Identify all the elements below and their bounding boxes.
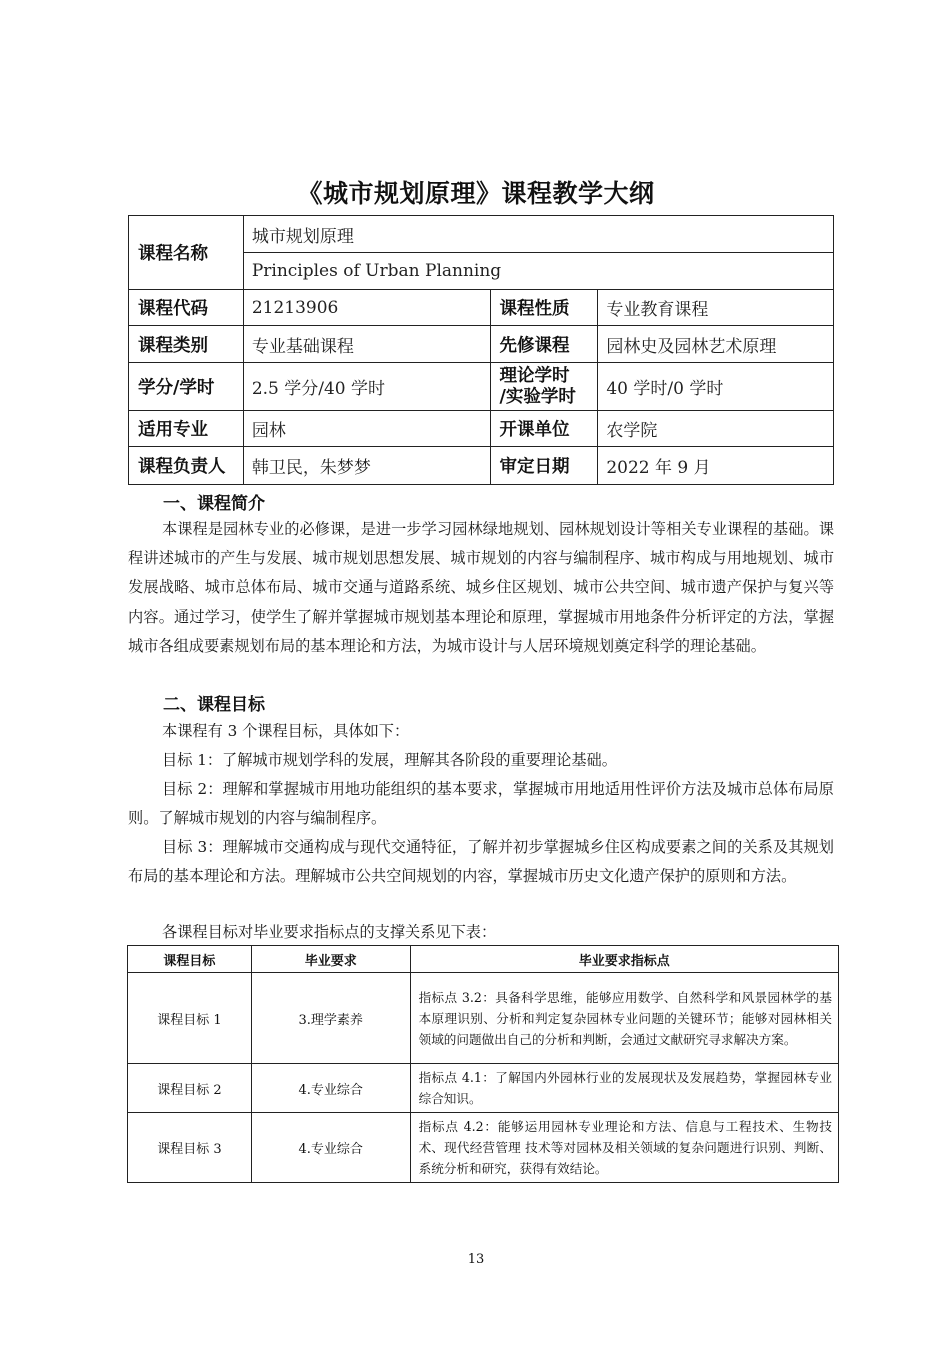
- leader: 韩卫民，朱梦梦: [243, 447, 490, 485]
- date-label: 审定日期: [490, 447, 598, 485]
- goals-table-header-goal: 课程目标: [128, 946, 252, 973]
- goal-cell: 课程目标 1: [128, 973, 252, 1064]
- goals-table-header-point: 毕业要求指标点: [410, 946, 838, 973]
- course-category: 专业基础课程: [243, 326, 490, 363]
- leader-label: 课程负责人: [129, 447, 244, 485]
- goal-3-text: 目标 3：理解城市交通构成与现代交通特征，了解并初步掌握城乡住区构成要素之间的关系及其规划布局的基本理论和方法。理解城市公共空间规划的内容，掌握城市历史文化遗产保护的原则和方法。: [128, 838, 834, 886]
- section1-body: 本课程是园林专业的必修课，是进一步学习园林绿地规划、园林规划设计等相关专业课程的基础。课程讲述城市的产生与发展、城市规划思想发展、城市规划的内容与编制程序、城市构成与用地规划、城市发展战略、城市总体布局、城市交通与道路系统、城乡住区规划、城市公共空间、城市遗产保护与复兴等内容。通过学习，使学生了解并掌握城市规划基本理论和原理，掌握城市用地条件分析评定的方法，掌握城市各组成要素规划布局的基本理论和方法，为城市设计与人居环境规划奠定科学的理论基础。: [128, 520, 834, 655]
- point-cell: 指标点 4.2：能够运用园林专业理论和方法、信息与工程技术、生物技术、现代经营管理 技术等对园林及相关领域的复杂问题进行识别、判断、系统分析和研究，获得有效结论。: [410, 1113, 838, 1183]
- table-row: [128, 1113, 839, 1183]
- table-intro: 各课程目标对毕业要求指标点的支撑关系见下表：: [162, 923, 497, 941]
- credit: 2.5 学分/40 学时: [243, 363, 490, 411]
- req-cell: 4.专业综合: [251, 1064, 410, 1113]
- goals-table: [127, 945, 839, 1183]
- point-cell: 指标点 4.1：了解国内外园林行业的发展现状及发展趋势，掌握园林专业综合知识。: [410, 1064, 838, 1113]
- major: 园林: [243, 411, 490, 447]
- point-cell: 指标点 3.2：具备科学思维，能够应用数学、自然科学和风景园林学的基本原理识别、分析和判定复杂园林专业问题的关键环节；能够对园林相关领域的问题做出自己的分析和判断，会通过文献研究寻求解决方案。: [410, 973, 838, 1064]
- course-name-label: 课程名称: [129, 216, 244, 290]
- goal-cell: 课程目标 3: [128, 1113, 252, 1183]
- goals-intro: 本课程有 3 个课程目标，具体如下：: [162, 722, 410, 740]
- theory-hours-label: [490, 363, 598, 411]
- course-name-cn: 城市规划原理: [243, 216, 833, 253]
- page-title: 《城市规划原理》课程教学大纲: [297, 179, 655, 208]
- theory-hours: 40 学时/0 学时: [598, 363, 834, 411]
- section2-heading: 二、课程目标: [163, 695, 265, 715]
- goal-cell: 课程目标 2: [128, 1064, 252, 1113]
- course-nature-label: 课程性质: [490, 290, 598, 326]
- req-cell: 3.理学素养: [251, 973, 410, 1064]
- goals-table-header-req: 毕业要求: [251, 946, 410, 973]
- page-number: 13: [467, 1252, 485, 1267]
- course-code: 21213906: [243, 290, 490, 326]
- course-nature: 专业教育课程: [598, 290, 834, 326]
- credit-label: 学分/学时: [129, 363, 244, 411]
- theory-hours-label-line1: 理论学时: [499, 365, 570, 386]
- req-cell: 4.专业综合: [251, 1113, 410, 1183]
- major-label: 适用专业: [129, 411, 244, 447]
- approval-date: 2022 年 9 月: [598, 447, 834, 485]
- prereq-label: 先修课程: [490, 326, 598, 363]
- course-name-en: Principles of Urban Planning: [243, 253, 833, 290]
- course-category-label: 课程类别: [129, 326, 244, 363]
- prereq: 园林史及园林艺术原理: [598, 326, 834, 363]
- theory-hours-label-line2: /实验学时: [499, 386, 576, 407]
- dept: 农学院: [598, 411, 834, 447]
- course-code-label: 课程代码: [129, 290, 244, 326]
- goal-1-text: 目标 1：了解城市规划学科的发展，理解其各阶段的重要理论基础。: [162, 751, 617, 769]
- course-info-table: [128, 215, 834, 485]
- goal-2-text: 目标 2：理解和掌握城市用地功能组织的基本要求，掌握城市用地适用性评价方法及城市总体布局原则。了解城市规划的内容与编制程序。: [128, 780, 834, 828]
- table-row: [128, 973, 839, 1064]
- section1-heading: 一、课程简介: [163, 494, 265, 514]
- dept-label: 开课单位: [490, 411, 598, 447]
- table-row: [128, 1064, 839, 1113]
